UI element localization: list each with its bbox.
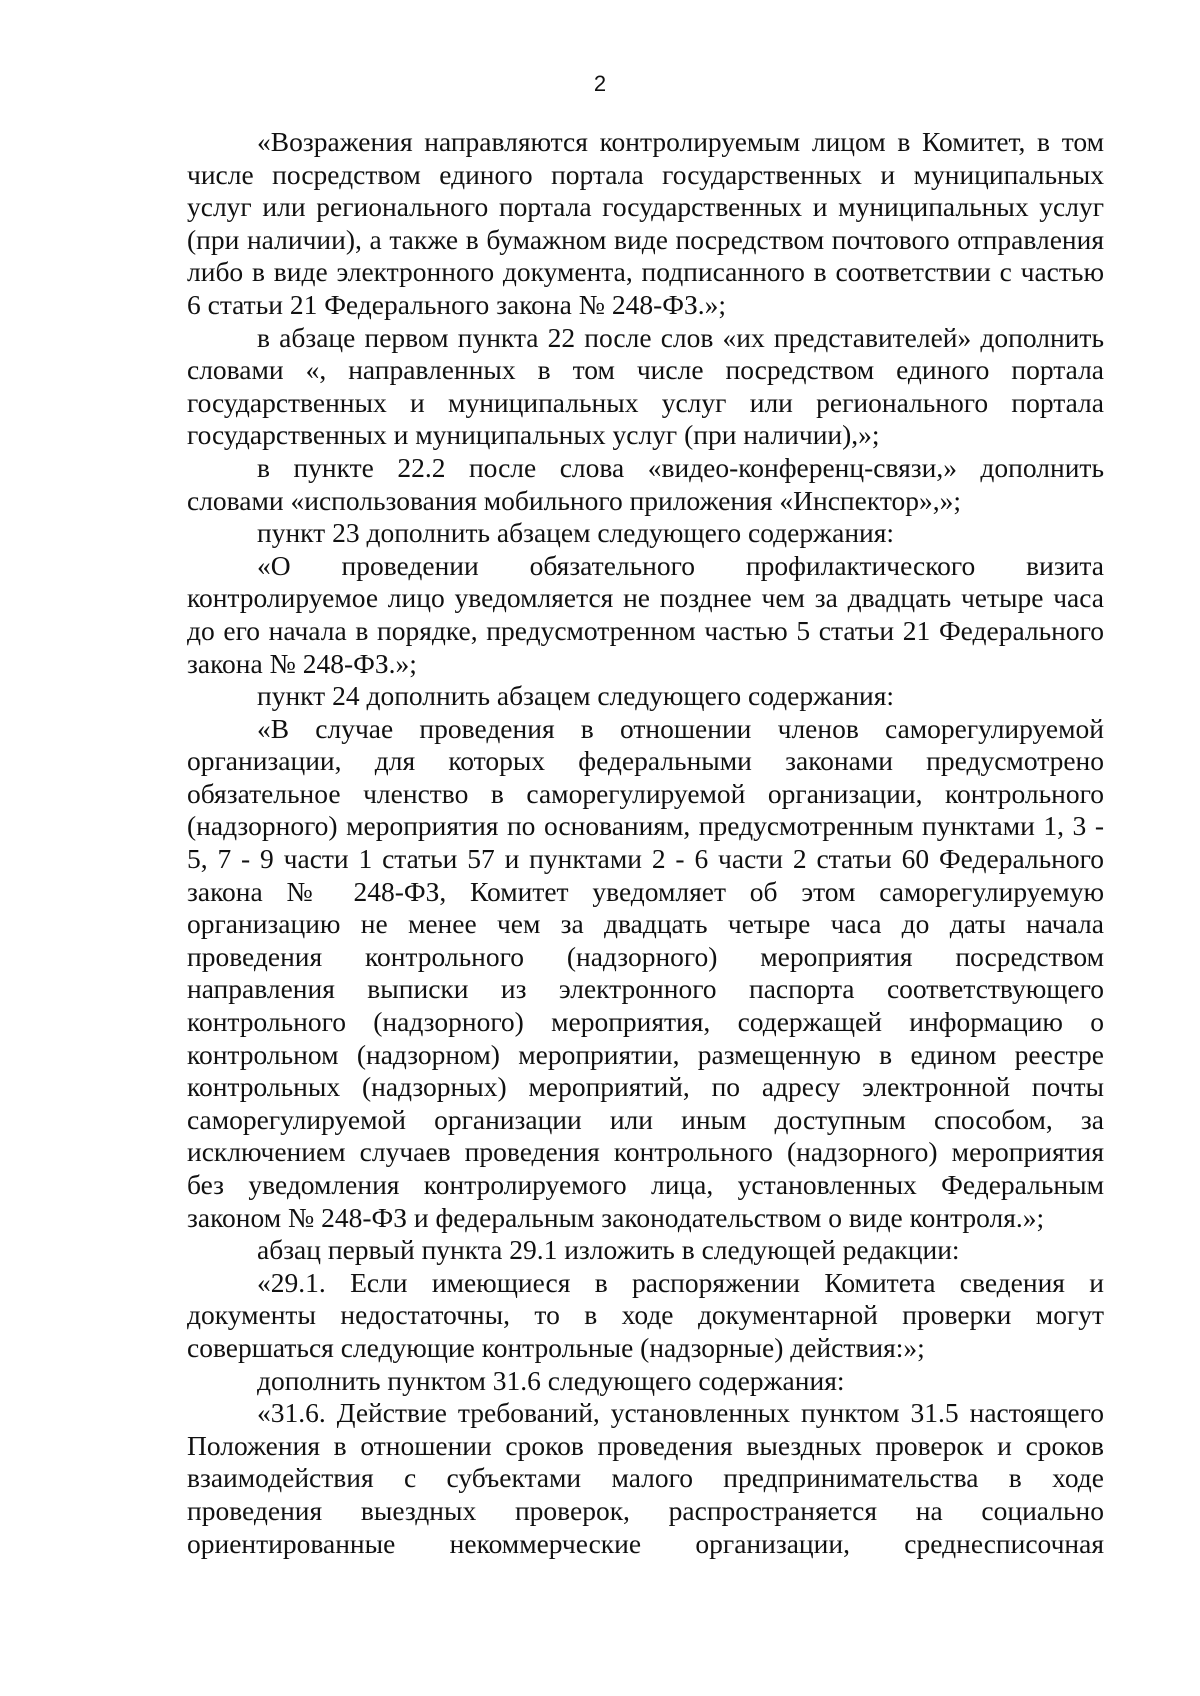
page-number: 2	[593, 71, 607, 96]
paragraph-item-24-intro: пункт 24 дополнить абзацем следующего содержания:	[257, 680, 895, 712]
paragraph-item-22: в абзаце первом пункта 22 после слов «их представителей» дополнить словами «, направленных в том числе посредством единого портала государственных и муниципальных услуг или регионального портала государственных и муниципальных услуг (при наличии),»;	[187, 321, 1104, 451]
paragraph-item-29-1-text: «29.1. Если имеющиеся в распоряжении Комитета сведения и документы недостаточны, то в ходе документарной проверки могут совершаться следующие контрольные (надзорные) действия:»;	[187, 1266, 1104, 1363]
paragraph-item-24-text: «В случае проведения в отношении членов саморегулируемой организации, для которых федеральными законами предусмотрено обязательное членство в саморегулируемой организации, контрольного (надзорного) мероприятия по основаниям, предусмотренным пунктами 1, 3 - 5, 7 - 9 части 1 статьи 57 и пунктами 2 - 6 части 2 статьи 60 Федерального закона № 248-ФЗ, Комитет уведомляет об этом саморегулируемую организацию не менее чем за двадцать четыре часа до даты начала проведения контрольного (надзорного) мероприятия посредством направления выписки из электронного паспорта соответствующего контрольного (надзорного) мероприятия, содержащей информацию о контрольном (надзорном) мероприятии, размещенную в едином реестре контрольных (надзорных) мероприятий, по адресу электронной почты саморегулируемой организации или иным доступным способом, за исключением случаев проведения контрольного (надзорного) мероприятия без уведомления контролируемого лица, установленных Федеральным законом № 248-ФЗ и федеральным законодательством о виде контроля.»;	[187, 712, 1104, 1233]
document-body	[187, 126, 1104, 1560]
paragraph-item-31-6-text: «31.6. Действие требований, установленных пунктом 31.5 настоящего Положения в отношении сроков проведения выездных проверок и сроков взаимодействия с субъектами малого предпринимательства в ходе проведения выездных проверок, распространяется на социально ориентированные некоммерческие организации, среднесписочная	[187, 1397, 1104, 1559]
paragraph-item-29-1-intro: абзац первый пункта 29.1 изложить в следующей редакции:	[257, 1234, 960, 1266]
paragraph-item-23-intro: пункт 23 дополнить абзацем следующего содержания:	[257, 517, 895, 549]
paragraph-item-23-text: «О проведении обязательного профилактического визита контролируемое лицо уведомляется не позднее чем за двадцать четыре часа до его начала в порядке, предусмотренном частью 5 статьи 21 Федерального закона № 248-ФЗ.»;	[187, 549, 1104, 679]
paragraph-item-31-6-intro: дополнить пунктом 31.6 следующего содержания:	[257, 1364, 845, 1396]
paragraph-objections: «Возражения направляются контролируемым лицом в Комитет, в том числе посредством единого портала государственных и муниципальных услуг или регионального портала государственных и муниципальных услуг (при наличии), а также в бумажном виде посредством почтового отправления либо в виде электронного документа, подписанного в соответствии с частью 6 статьи 21 Федерального закона № 248-ФЗ.»;	[187, 126, 1104, 320]
paragraph-item-22-2: в пункте 22.2 после слова «видео-конференц-связи,» дополнить словами «использования мобильного приложения «Инспектор»,»;	[187, 451, 1104, 516]
